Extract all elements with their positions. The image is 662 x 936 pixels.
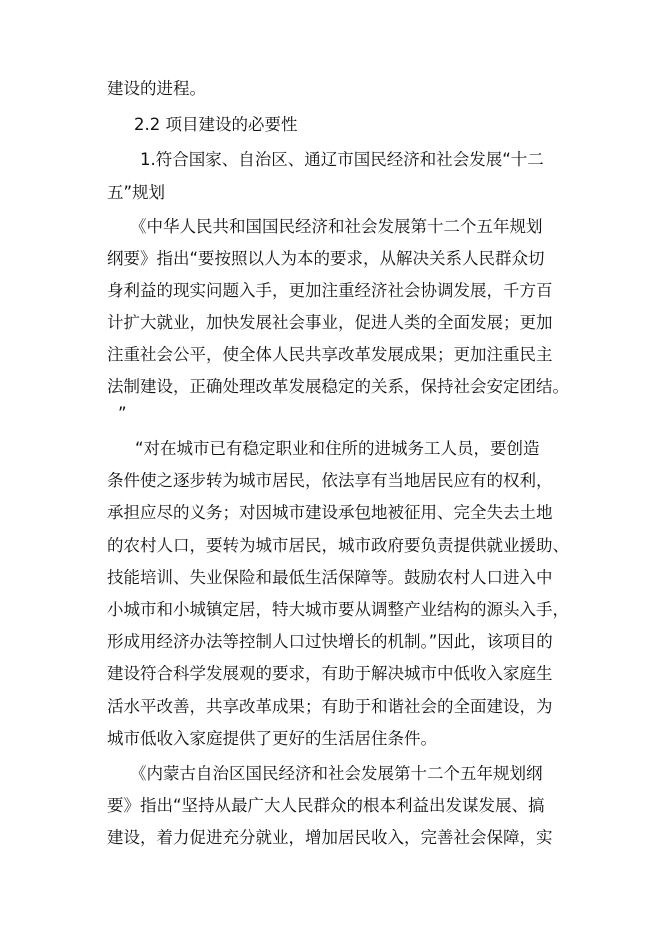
paragraph-2-line-4: 的农村人口，要转为城市居民，城市政府要负责提供就业援助、 [107, 536, 569, 555]
subsection-title-continued: 五”规划 [107, 183, 166, 202]
paragraph-2-line-3: 承担应尽的义务；对因城市建设承包地被征用、完全失去土地 [107, 503, 553, 522]
paragraph-3-line-2: 要》指出“坚持从最广大人民群众的根本利益出发谋发展、搞 [107, 796, 545, 815]
paragraph-2-line-5: 技能培训、失业保险和最低生活保障等。鼓励农村人口进入中 [107, 568, 553, 587]
section-heading: 2.2 项目建设的必要性 [134, 115, 298, 134]
paragraph-2-line-8: 建设符合科学发展观的要求，有助于解决城市中低收入家庭生 [107, 664, 553, 683]
paragraph-2-line-1: “对在城市已有稳定职业和住所的进城务工人员，要创造 [135, 439, 540, 458]
paragraph-1-line-4: 计扩大就业，加快发展社会事业，促进人类的全面发展；更加 [107, 313, 553, 332]
paragraph-2-line-6: 小城市和小城镇定居，特大城市要从调整产业结构的源头入手， [107, 600, 569, 619]
paragraph-3-line-1: 《内蒙古自治区国民经济和社会发展第十二个五年规划纲 [130, 764, 543, 783]
paragraph-2-line-9: 活水平改善，共享改革成果；有助于和谐社会的全面建设，为 [107, 697, 553, 716]
paragraph-1-line-2: 纲要》指出“要按照以人为本的要求，从解决关系人民群众切 [107, 249, 545, 268]
paragraph-1-closing-quote: ” [118, 404, 127, 423]
paragraph-1-line-6: 法制建设，正确处理改革发展稳定的关系，保持社会安定团结。 [107, 377, 569, 396]
paragraph-2-line-2: 条件使之逐步转为城市居民，依法享有当地居民应有的权利， [107, 471, 553, 490]
paragraph-1-line-5: 注重社会公平，使全体人民共享改革发展成果；更加注重民主 [107, 345, 553, 364]
paragraph-1-line-1: 《中华人民共和国国民经济和社会发展第十二个五年规划 [130, 217, 543, 236]
paragraph-1-line-3: 身利益的现实问题入手，更加注重经济社会协调发展，千方百 [107, 281, 553, 300]
subsection-title: 1.符合国家、自治区、通辽市国民经济和社会发展“十二 [140, 150, 544, 169]
text-line-1: 建设的进程。 [107, 79, 206, 98]
paragraph-2-line-7: 形成用经济办法等控制人口过快增长的机制。”因此，该项目的 [107, 632, 553, 651]
paragraph-3-line-3: 建设，着力促进充分就业，增加居民收入，完善社会保障，实 [107, 828, 553, 847]
paragraph-2-line-10: 城市低收入家庭提供了更好的生活居住条件。 [107, 729, 437, 748]
